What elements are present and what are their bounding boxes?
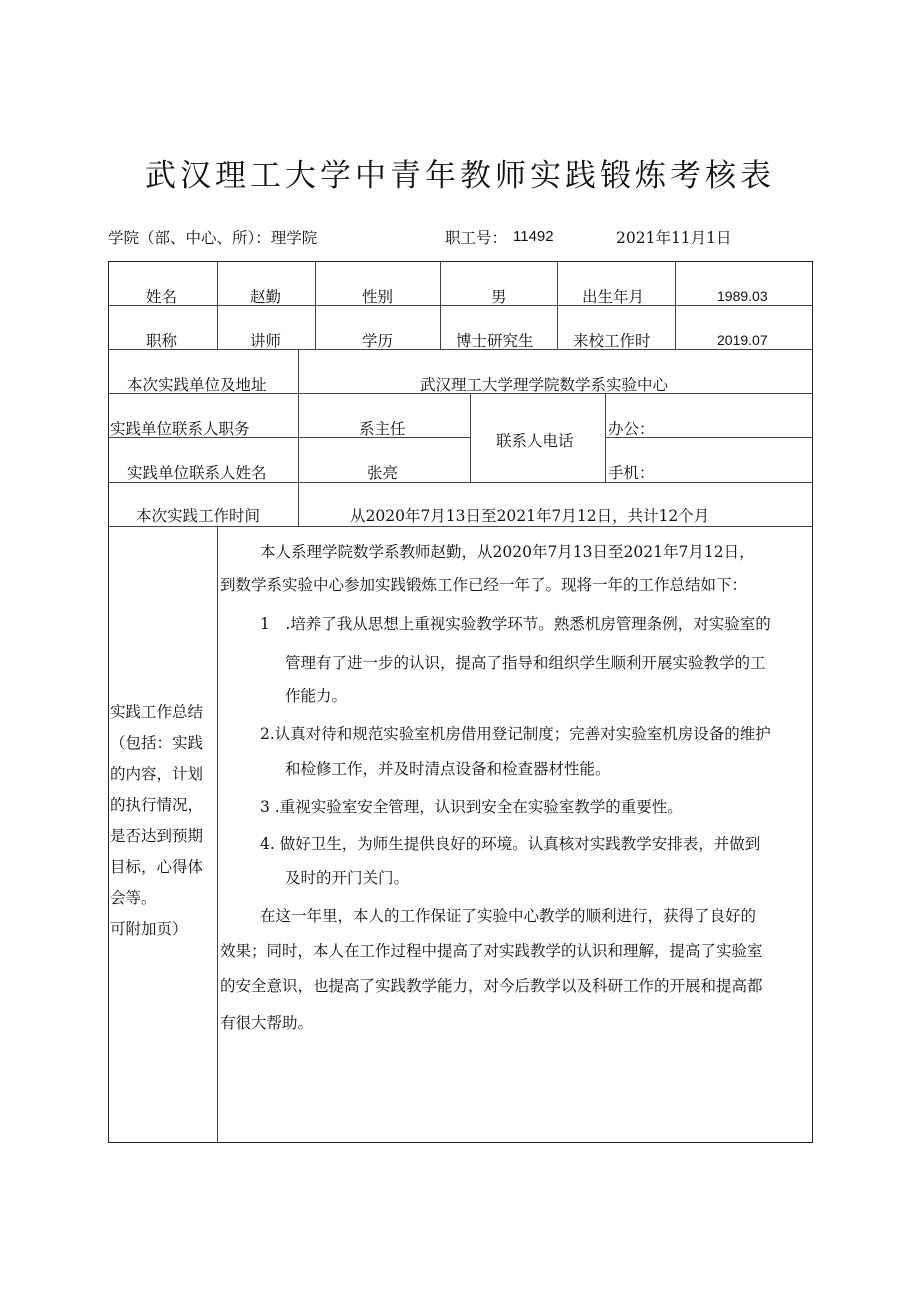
job-title-label: 职称 bbox=[146, 332, 178, 350]
summary-label-line: 是否达到预期 bbox=[110, 827, 204, 845]
summary-item-line: 3 .重视实验室安全管理，认识到安全在实验室教学的重要性。 bbox=[260, 798, 683, 816]
summary-conclusion-line: 在这一年里，本人的工作保证了实验中心教学的顺利进行，获得了良好的 bbox=[260, 907, 757, 925]
birth-label: 出生年月 bbox=[582, 288, 645, 306]
practice-time-value: 从2020年7月13日至2021年7月12日，共计12个月 bbox=[350, 507, 710, 525]
summary-label-line: 的内容，计划 bbox=[110, 765, 204, 783]
grid-line bbox=[217, 261, 218, 349]
summary-label bbox=[110, 697, 216, 945]
summary-conclusion-line: 效果；同时，本人在工作过程中提高了对实践教学的认识和理解，提高了实验室 bbox=[220, 942, 763, 960]
join-date-value: 2019.07 bbox=[717, 332, 768, 348]
job-title-value: 讲师 bbox=[250, 332, 282, 350]
summary-item-line: 2.认真对待和规范实验室机房借用登记制度；完善对实验室机房设备的维护 bbox=[260, 725, 771, 743]
name-label: 姓名 bbox=[146, 288, 178, 306]
grid-line bbox=[470, 393, 471, 482]
summary-item-line: 4. 做好卫生，为师生提供良好的环境。认真核对实践教学安排表，并做到 bbox=[260, 835, 761, 853]
summary-label-line: 可附加页） bbox=[110, 920, 188, 938]
summary-label-line: 目标，心得体 bbox=[110, 858, 204, 876]
birth-value: 1989.03 bbox=[717, 288, 768, 304]
form-title: 武汉理工大学中青年教师实践锻炼考核表 bbox=[145, 158, 775, 194]
name-value: 赵勤 bbox=[250, 288, 282, 306]
summary-label-line: 实践工作总结 bbox=[110, 703, 204, 721]
staff-id-label: 职工号： bbox=[445, 229, 508, 247]
grid-line bbox=[675, 261, 676, 349]
summary-intro-line: 到数学系实验中心参加实践锻炼工作已经一年了。现将一年的工作总结如下： bbox=[220, 576, 748, 594]
summary-intro-line: 本人系理学院数学系教师赵勤，从2020年7月13日至2021年7月12日， bbox=[260, 543, 755, 561]
grid-line bbox=[605, 393, 606, 482]
college-label: 学院（部、中心、所）：理学院 bbox=[108, 229, 318, 247]
contact-phone-label: 联系人电话 bbox=[496, 432, 574, 450]
contact-name-value: 张亮 bbox=[367, 464, 399, 482]
practice-unit-value: 武汉理工大学理学院数学系实验中心 bbox=[420, 376, 669, 394]
summary-label-line: 的执行情况， bbox=[110, 796, 204, 814]
grid-line bbox=[217, 526, 218, 1143]
summary-label-line: （包括：实践 bbox=[110, 734, 204, 752]
summary-item-line: 和检修工作，并及时清点设备和检查器材性能。 bbox=[285, 760, 611, 778]
summary-conclusion-line: 的安全意识，也提高了实践教学能力，对今后教学以及科研工作的开展和提高都 bbox=[220, 977, 763, 995]
staff-id-value: 11492 bbox=[513, 228, 554, 245]
practice-unit-label: 本次实践单位及地址 bbox=[127, 376, 267, 394]
education-label: 学历 bbox=[362, 332, 394, 350]
summary-label-line: 会等。 bbox=[110, 889, 157, 907]
summary-item-line: 1 .培养了我从思想上重视实验教学环节。熟悉机房管理条例，对实验室的 bbox=[260, 615, 771, 633]
practice-time-label: 本次实践工作时间 bbox=[136, 507, 261, 525]
gender-label: 性别 bbox=[362, 288, 394, 306]
education-value: 博士研究生 bbox=[456, 332, 534, 350]
summary-item-line: 及时的开门关门。 bbox=[285, 869, 410, 887]
mobile-phone-label: 手机： bbox=[608, 464, 655, 482]
office-phone-label: 办公： bbox=[608, 420, 655, 438]
contact-position-label: 实践单位联系人职务 bbox=[110, 420, 250, 438]
contact-name-label: 实践单位联系人姓名 bbox=[127, 464, 267, 482]
summary-item-line: 作能力。 bbox=[285, 687, 348, 705]
grid-line bbox=[440, 261, 441, 349]
summary-item-line: 管理有了进一步的认识，提高了指导和组织学生顺利开展实验教学的工 bbox=[285, 654, 766, 672]
grid-line bbox=[108, 305, 813, 306]
gender-value: 男 bbox=[491, 288, 507, 306]
form-date: 2021年11月1日 bbox=[616, 229, 732, 247]
grid-line bbox=[557, 261, 558, 349]
grid-line bbox=[315, 261, 316, 349]
grid-line bbox=[108, 526, 813, 527]
summary-conclusion-line: 有很大帮助。 bbox=[220, 1014, 314, 1032]
join-date-label: 来校工作时 bbox=[573, 332, 651, 350]
contact-position-value: 系主任 bbox=[359, 420, 406, 438]
grid-line bbox=[298, 349, 299, 526]
